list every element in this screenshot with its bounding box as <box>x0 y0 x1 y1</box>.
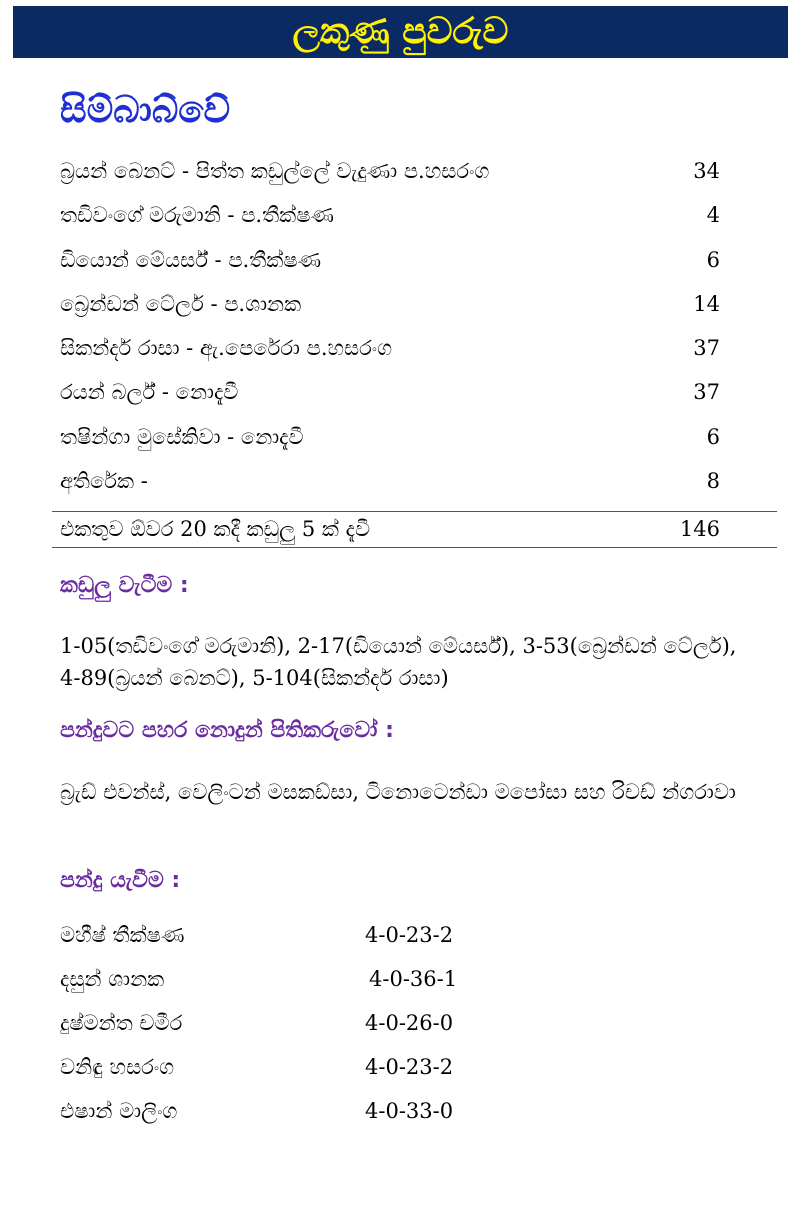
bowler-figures: 4-0-33-0 <box>365 1099 454 1123</box>
team-name: සිම්බාබ්වේ <box>60 88 231 131</box>
batter-entry: ඩියොන් මේයර්ස් - ප.තීක්ෂණ <box>60 247 322 272</box>
bowler-figures: 4-0-36-1 <box>369 967 458 991</box>
extras-runs: 8 <box>706 469 720 493</box>
batter-entry: රයන් බර්ල් - නොදැවී <box>60 379 239 404</box>
did-not-bat-heading: පන්දුවට පහර නොදුන් පිතිකරුවෝ : <box>60 718 394 743</box>
did-not-bat-text: බ්‍රැඩ් එවන්ස්, වෙලිංටන් මසකඩ්සා, ටිනොටෙන්ඩා මපෝසා සහ රිචඩ් න්ගරාවා <box>60 780 736 804</box>
batting-row <box>60 243 720 277</box>
bowler-name: දුෂ්මන්ත චමීර <box>60 1010 183 1035</box>
batter-runs: 6 <box>706 425 720 449</box>
batting-row <box>60 331 720 365</box>
scoreboard-title: ලකුණු පුවරුව <box>292 11 509 52</box>
bowling-row <box>60 1050 500 1084</box>
bowling-row <box>60 962 500 996</box>
batter-runs: 34 <box>693 159 720 183</box>
batter-runs: 37 <box>693 380 720 404</box>
batter-runs: 6 <box>706 248 720 272</box>
batter-runs: 4 <box>706 203 720 227</box>
batter-entry: තෂින්ගා මුසේකිවා - නොදැවී <box>60 424 304 449</box>
batting-row <box>60 287 720 321</box>
extras-entry: අතිරේක - <box>60 468 148 493</box>
batter-entry: බ්‍රයන් බෙනට් - පිත්ත කඩුල්ලේ වැදුණා ප.හසරංග <box>60 158 490 183</box>
bowling-row <box>60 1094 500 1128</box>
batter-entry: සිකන්දර් රාසා - ඇ.පෙරේරා ප.හසරංග <box>60 335 393 360</box>
batting-row <box>60 420 720 454</box>
batting-row <box>60 198 720 232</box>
batter-runs: 14 <box>693 292 720 316</box>
fall-of-wickets-text: 1-05(තඩිවංගේ මරුමානි), 2-17(ඩියොන් මේයර්ස්), 3-53(බ්‍රෙන්ඩන් ටේලර්), 4-89(බ්‍රයන් බෙනට්), 5-104(සිකන්දර් රාසා) <box>60 634 737 690</box>
bowler-figures: 4-0-26-0 <box>365 1011 454 1035</box>
bowling-heading: පන්දු යැවීම : <box>60 868 181 893</box>
bowler-name: මහීෂ් තීක්ෂණ <box>60 922 185 947</box>
bowler-name: දසුන් ශානක <box>60 966 165 991</box>
batter-runs: 37 <box>693 336 720 360</box>
total-row <box>60 512 720 546</box>
total-label: එකතුව ඕවර 20 කදී කඩුලු 5 ක් දැවී <box>60 516 371 541</box>
bowling-row <box>60 918 500 952</box>
total-bottom-divider <box>52 547 777 548</box>
bowler-name: එෂාන් මාලිංග <box>60 1098 178 1123</box>
batting-row <box>60 375 720 409</box>
fall-of-wickets-heading: කඩුලු වැටීම : <box>60 573 189 598</box>
batting-row <box>60 154 720 188</box>
batter-entry: බ්‍රෙන්ඩන් ටේලර් - ප.ශානක <box>60 291 302 316</box>
scoreboard-header-bar <box>13 6 788 58</box>
batter-entry: තඩිවංගේ මරුමානි - ප.තීක්ෂණ <box>60 202 334 227</box>
bowler-name: වනිඳු හසරංග <box>60 1054 175 1079</box>
total-runs: 146 <box>679 517 720 541</box>
bowling-row <box>60 1006 500 1040</box>
bowler-figures: 4-0-23-2 <box>365 1055 454 1079</box>
bowler-figures: 4-0-23-2 <box>365 923 454 947</box>
batting-row <box>60 464 720 498</box>
